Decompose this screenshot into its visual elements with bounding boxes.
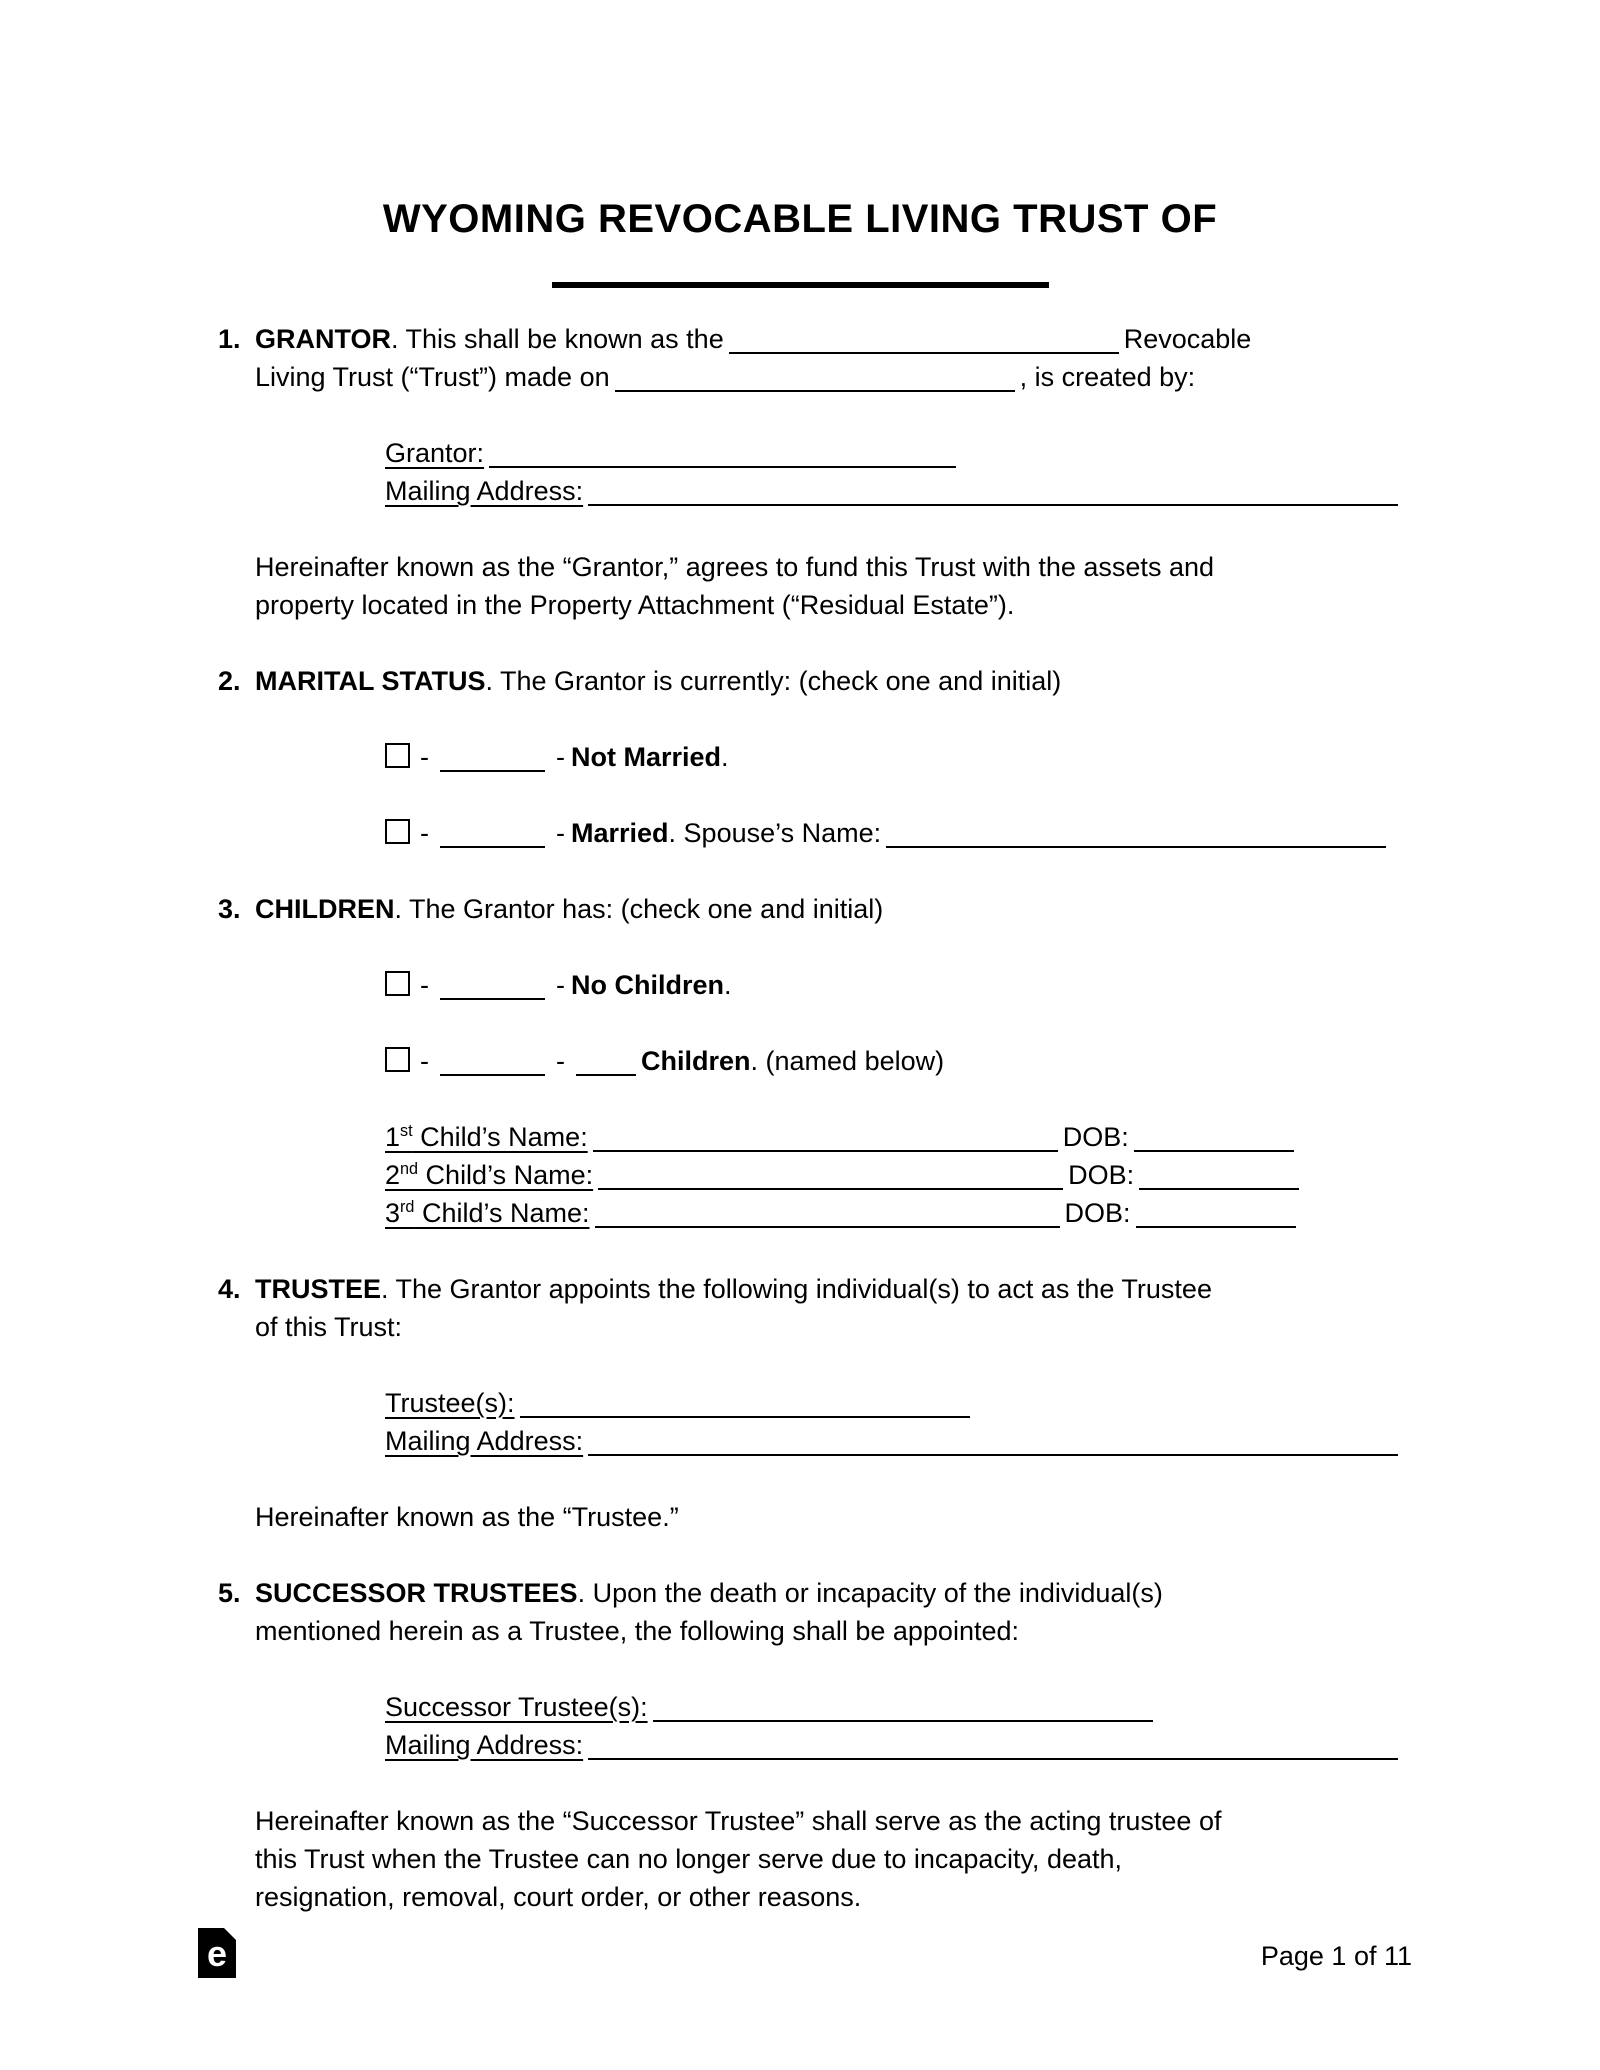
dash-separator: - [556, 742, 565, 772]
ordinal-suffix: rd [400, 1198, 415, 1216]
successor-name-row [385, 1688, 1600, 1726]
section-marital-status [218, 662, 1600, 700]
text-run: . The Grantor appoints the following individual(s) to act as the Trustee [381, 1274, 1212, 1304]
grantor-mailing-row [385, 472, 1600, 510]
page-number: Page 1 of 11 [1260, 1941, 1412, 1971]
text-line: Hereinafter known as the “Trustee.” [255, 1502, 679, 1532]
grantor-paragraph [255, 548, 1600, 624]
successor-paragraph [255, 1802, 1600, 1916]
section-trustee-heading: TRUSTEE [255, 1274, 382, 1304]
text-run: . [724, 970, 732, 1000]
section-trustee-number: 4. [218, 1274, 241, 1304]
grantor-fields [385, 434, 1600, 510]
successor-mailing-label: Mailing Address: [385, 1730, 584, 1760]
text-run: Living Trust (“Trust”) made on [255, 362, 610, 392]
section-grantor-line2 [255, 358, 1600, 396]
grantor-name-blank[interactable] [489, 440, 956, 468]
trustee-paragraph [255, 1498, 1600, 1536]
section-children-heading: CHILDREN [255, 894, 395, 924]
text-run: . The Grantor has: (check one and initial) [394, 894, 884, 924]
ordinal: 2 [385, 1160, 401, 1190]
not-married-label: Not Married [571, 742, 722, 772]
text-line: Hereinafter known as the “Successor Trustee” shall serve as the acting trustee of [255, 1806, 1222, 1836]
dash-separator: - [420, 970, 429, 1000]
text-line: resignation, removal, court order, or other reasons. [255, 1882, 862, 1912]
eforms-logo-icon[interactable] [198, 1928, 236, 1978]
document-title: WYOMING REVOCABLE LIVING TRUST OF [382, 197, 1218, 241]
trustee-name-blank[interactable] [520, 1390, 970, 1418]
child-name-label: Child’s Name: [412, 1122, 588, 1152]
child-row-2 [385, 1156, 1600, 1194]
child-2-name-blank[interactable] [598, 1162, 1063, 1190]
child-row-1 [385, 1118, 1600, 1156]
section-marital-number: 2. [218, 666, 241, 696]
grantor-mailing-blank[interactable] [588, 478, 1398, 506]
text-run: . The Grantor is currently: (check one and initial) [485, 666, 1062, 696]
grantor-name-row [385, 434, 1600, 472]
section-grantor [218, 320, 1600, 396]
child-1-name-blank[interactable] [593, 1124, 1058, 1152]
trust-name-title-blank[interactable] [552, 282, 1049, 288]
children-name-rows [385, 1118, 1600, 1232]
child-row-3 [385, 1194, 1600, 1232]
ordinal: 3 [385, 1198, 401, 1228]
section-grantor-line1 [218, 320, 1600, 358]
section-successor-heading: SUCCESSOR TRUSTEES [255, 1578, 578, 1608]
text-run: Revocable [1123, 324, 1252, 354]
page-fold-icon [224, 1928, 236, 1940]
text-line: Hereinafter known as the “Grantor,” agrees to fund this Trust with the assets and [255, 552, 1214, 582]
child-3-name-blank[interactable] [595, 1200, 1060, 1228]
successor-name-blank[interactable] [653, 1694, 1153, 1722]
section-trustee [218, 1270, 1600, 1346]
child-name-label: Child’s Name: [414, 1198, 590, 1228]
child-1-label [385, 1122, 588, 1152]
section-children [218, 890, 1600, 928]
successor-mailing-blank[interactable] [588, 1732, 1398, 1760]
text-run: . This shall be known as the [391, 324, 724, 354]
child-2-label [385, 1160, 593, 1190]
successor-fields [385, 1688, 1600, 1764]
dash-separator: - [420, 1046, 429, 1076]
child-2-dob-blank[interactable] [1139, 1162, 1299, 1190]
grantor-mailing-label: Mailing Address: [385, 476, 584, 506]
dash-separator: - [556, 818, 565, 848]
married-checkbox-icon[interactable] [385, 819, 410, 844]
section-marital-heading: MARITAL STATUS [255, 666, 486, 696]
trustee-fields [385, 1384, 1600, 1460]
child-name-label: Child’s Name: [418, 1160, 594, 1190]
text-line: property located in the Property Attachment (“Residual Estate”). [255, 590, 1015, 620]
child-1-dob-blank[interactable] [1134, 1124, 1294, 1152]
option-married-row [385, 814, 1600, 852]
section-successor-trustees [218, 1574, 1600, 1650]
children-count-blank[interactable] [576, 1048, 636, 1076]
section-successor-line2: mentioned herein as a Trustee, the following shall be appointed: [255, 1616, 1020, 1646]
dob-label: DOB: [1064, 1198, 1131, 1228]
married-initials-blank[interactable] [440, 820, 545, 848]
no-children-checkbox-icon[interactable] [385, 971, 410, 996]
dash-separator: - [420, 818, 429, 848]
dob-label: DOB: [1068, 1160, 1135, 1190]
ordinal-suffix: nd [400, 1160, 419, 1178]
trustee-mailing-label: Mailing Address: [385, 1426, 584, 1456]
married-label: Married [571, 818, 669, 848]
children-initials-blank[interactable] [440, 1048, 545, 1076]
not-married-initials-blank[interactable] [440, 744, 545, 772]
ordinal-suffix: st [400, 1122, 413, 1140]
section-marital-heading-line [218, 662, 1600, 700]
child-3-label [385, 1198, 590, 1228]
trustee-mailing-row [385, 1422, 1600, 1460]
section-trustee-line2: of this Trust: [255, 1312, 403, 1342]
section-trustee-line1 [218, 1270, 1600, 1308]
text-run: . Spouse’s Name: [668, 818, 882, 848]
text-run: . [721, 742, 729, 772]
section-grantor-heading: GRANTOR [255, 324, 392, 354]
dob-label: DOB: [1062, 1122, 1129, 1152]
text-line: this Trust when the Trustee can no longer serve due to incapacity, death, [255, 1844, 1123, 1874]
dash-separator: - [556, 970, 565, 1000]
dash-separator: - [556, 1046, 565, 1076]
dash-separator: - [420, 742, 429, 772]
text-run: . Upon the death or incapacity of the individual(s) [577, 1578, 1163, 1608]
text-run: . (named below) [750, 1046, 945, 1076]
option-not-married-row [385, 738, 1600, 776]
section-children-number: 3. [218, 894, 241, 924]
trust-name-field-blank[interactable] [729, 326, 1119, 354]
spouse-name-blank[interactable] [886, 820, 1386, 848]
child-3-dob-blank[interactable] [1136, 1200, 1296, 1228]
section-grantor-number: 1. [218, 324, 241, 354]
successor-mailing-row [385, 1726, 1600, 1764]
trustee-label: Trustee(s): [385, 1388, 515, 1418]
ordinal: 1 [385, 1122, 401, 1152]
children-label: Children [641, 1046, 751, 1076]
trustee-mailing-blank[interactable] [588, 1428, 1398, 1456]
no-children-label: No Children [571, 970, 724, 1000]
option-no-children-row [385, 966, 1600, 1004]
successor-label: Successor Trustee(s): [385, 1692, 648, 1722]
section-children-heading-line [218, 890, 1600, 928]
no-children-initials-blank[interactable] [440, 972, 545, 1000]
option-children-row [385, 1042, 1600, 1080]
trust-date-field-blank[interactable] [615, 364, 1015, 392]
not-married-checkbox-icon[interactable] [385, 743, 410, 768]
children-checkbox-icon[interactable] [385, 1047, 410, 1072]
grantor-label: Grantor: [385, 438, 485, 468]
section-successor-number: 5. [218, 1578, 241, 1608]
section-successor-line1 [218, 1574, 1600, 1612]
text-run: , is created by: [1019, 362, 1196, 392]
trustee-name-row [385, 1384, 1600, 1422]
eforms-logo-letter: e [206, 1933, 228, 1974]
